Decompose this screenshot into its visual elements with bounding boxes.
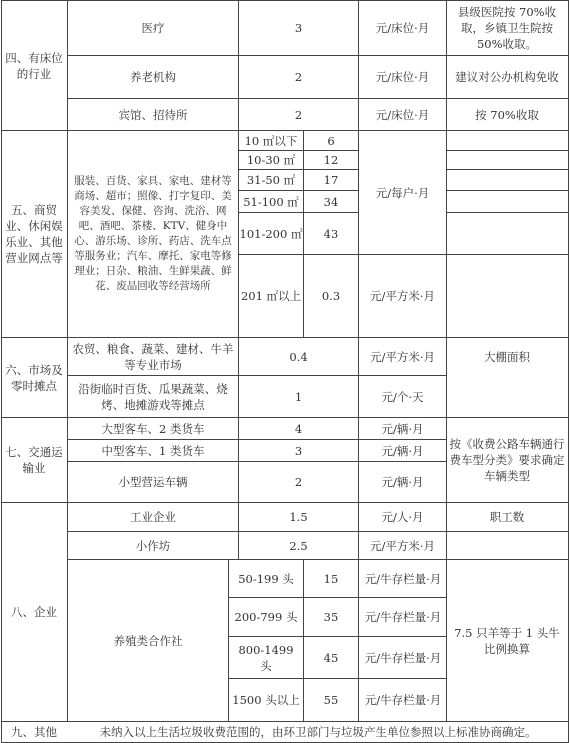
item-cell: 养殖类合作社 xyxy=(113,633,183,648)
unit-cell: 元/平方米·月 xyxy=(369,538,436,553)
item-cell: 大型客车、2 类货车 xyxy=(101,421,205,436)
item-cell: 医疗 xyxy=(141,21,165,35)
value-cell: 3 xyxy=(294,443,303,458)
tier-size-cell: 31-50 ㎡ xyxy=(246,173,296,187)
tier-size-cell: 10-30 ㎡ xyxy=(246,153,296,167)
unit-cell: 元/个·天 xyxy=(381,389,424,404)
item-cell: 宾馆、招待所 xyxy=(118,107,188,122)
tier-size-cell: 51-100 ㎡ xyxy=(243,194,299,209)
value-cell: 2 xyxy=(294,107,303,122)
item-cell: 沿街临时百货、瓜果蔬菜、烧烤、地摊游戏等摊点 xyxy=(78,381,228,412)
value-cell: 0.4 xyxy=(289,349,308,364)
tier-value-cell: 55 xyxy=(323,693,339,707)
value-cell: 2 xyxy=(294,475,303,489)
category-cell: 九、其他 xyxy=(11,725,57,739)
category-cell: 六、市场及零时摊点 xyxy=(5,362,63,393)
item-cell: 农贸、粮食、蔬菜、建材、牛羊等专业市场 xyxy=(72,341,234,372)
unit-cell: 元/床位·月 xyxy=(375,107,430,122)
value-cell: 4 xyxy=(294,421,303,436)
unit-cell: 元/每户·月 xyxy=(375,185,430,200)
unit-cell: 元/平方米·月 xyxy=(369,289,436,303)
tier-size-cell: 50-199 头 xyxy=(238,571,294,586)
tier-value-cell: 43 xyxy=(323,226,339,241)
note-cell: 建议对公办机构免收 xyxy=(455,70,559,84)
category-cell: 七、交通运输业 xyxy=(5,445,63,475)
tier-value-cell: 12 xyxy=(323,153,339,167)
tier-size-cell: 1500 头以上 xyxy=(232,693,300,707)
tier-value-cell: 6 xyxy=(327,133,335,148)
note-cell: 县级医院按 70%收取，乡镇卫生院按 50%收取。 xyxy=(457,5,557,51)
note-cell: 职工数 xyxy=(489,510,525,524)
item-cell: 小型营运车辆 xyxy=(118,475,188,489)
tier-value-cell: 35 xyxy=(323,610,339,624)
unit-cell: 元/人·月 xyxy=(381,510,424,524)
unit-cell: 元/床位·月 xyxy=(375,21,430,35)
tier-value-cell: 45 xyxy=(323,650,339,665)
item-cell: 小作坊 xyxy=(135,538,171,553)
tier-value-cell: 15 xyxy=(323,571,339,586)
value-cell: 3 xyxy=(294,21,303,35)
tier-size-cell: 200-799 头 xyxy=(234,610,298,624)
unit-cell: 元/牛存栏量·月 xyxy=(364,571,442,586)
tier-value-cell: 34 xyxy=(323,194,339,209)
unit-cell: 元/牛存栏量·月 xyxy=(364,650,442,665)
tier-value-cell: 0.3 xyxy=(321,289,341,303)
note-cell: 7.5 只羊等于 1 头牛比例换算 xyxy=(454,625,560,656)
unit-cell: 元/辆·月 xyxy=(381,443,424,458)
value-cell: 2 xyxy=(294,70,303,84)
unit-cell: 元/床位·月 xyxy=(375,70,430,84)
tier-size-cell: 800-1499 头 xyxy=(238,642,294,673)
tier-value-cell: 17 xyxy=(323,173,339,187)
tier-size-cell: 201 ㎡以上 xyxy=(240,289,302,303)
value-cell: 2.5 xyxy=(289,538,308,553)
item-cell: 工业企业 xyxy=(130,510,176,524)
item-cell: 养老机构 xyxy=(130,70,176,84)
value-cell: 1 xyxy=(294,389,303,404)
value-cell: 1.5 xyxy=(289,510,308,524)
note-cell: 大棚面积 xyxy=(484,349,530,364)
category-cell: 五、商贸业、休闲娱乐业、其他营业网点等 xyxy=(5,203,63,265)
tier-size-cell: 101-200 ㎡ xyxy=(239,226,303,241)
unit-cell: 元/牛存栏量·月 xyxy=(364,693,442,707)
tier-size-cell: 10 ㎡以下 xyxy=(244,133,298,148)
note-cell: 按 70%收取 xyxy=(475,107,539,122)
item-cell: 中型客车、1 类货车 xyxy=(101,443,205,458)
description-cell: 服装、百货、家具、家电、建材等商场、超市；照像、打字复印、美容美发、保健、咨询、洗浴、网吧、酒吧、茶楼、KTV、健身中心、游乐场、诊所、药店、洗车点等服务业；汽车、摩托、家电等修理业；日杂、粮油、生鲜果蔬、鲜花、废品回收等经营场所 xyxy=(74,175,232,292)
note-cell: 按《收费公路车辆通行费车型分类》要求确定车辆类型 xyxy=(449,437,565,483)
unit-cell: 元/辆·月 xyxy=(381,421,424,436)
unit-cell: 元/牛存栏量·月 xyxy=(364,610,442,624)
unit-cell: 元/平方米·月 xyxy=(369,349,436,364)
footnote-cell: 未纳入以上生活垃圾收费范围的，由环卫部门与垃圾产生单位参照以上标准协商确定。 xyxy=(99,725,537,739)
category-cell: 八、企业 xyxy=(11,605,57,619)
category-cell: 四、有床位的行业 xyxy=(5,50,63,81)
unit-cell: 元/辆·月 xyxy=(381,475,424,489)
